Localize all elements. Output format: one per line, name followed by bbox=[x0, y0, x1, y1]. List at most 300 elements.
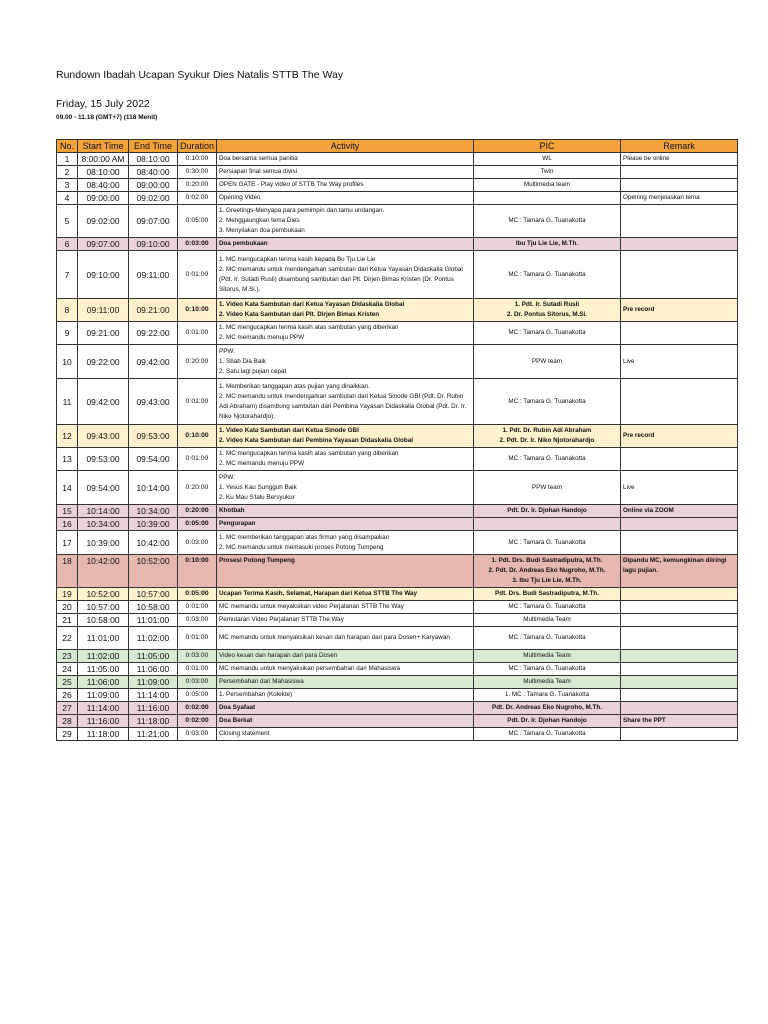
remark-cell bbox=[621, 425, 738, 448]
end-time-cell: 11:16:00 bbox=[129, 702, 178, 715]
activity-cell bbox=[217, 192, 474, 205]
duration-cell: 0:01:00 bbox=[178, 663, 217, 676]
activity-line: Doa pembukaan bbox=[219, 240, 268, 247]
pic-cell bbox=[474, 448, 621, 471]
row-number: 21 bbox=[57, 614, 78, 627]
pic-cell bbox=[474, 715, 621, 728]
start-time-cell: 08:10:00 bbox=[78, 166, 129, 179]
pic-cell bbox=[474, 192, 621, 205]
table-row bbox=[57, 205, 738, 238]
remark-cell bbox=[621, 192, 738, 205]
activity-line: 1. MC mengucapkan terima kasih atas sambutan yang diberikan bbox=[219, 324, 399, 331]
end-time-cell: 09:07:00 bbox=[129, 205, 178, 238]
remark-cell bbox=[621, 601, 738, 614]
end-time-cell: 11:05:00 bbox=[129, 650, 178, 663]
table-row bbox=[57, 588, 738, 601]
activity-line: 2. Satu lagi pujian cepat bbox=[219, 367, 287, 375]
row-number: 5 bbox=[57, 205, 78, 238]
pic-cell bbox=[474, 322, 621, 345]
activity-cell bbox=[217, 689, 474, 702]
activity-line: 3. Menyilakan doa pembukaan bbox=[219, 227, 305, 234]
row-number: 14 bbox=[57, 471, 78, 505]
pic-cell bbox=[474, 588, 621, 601]
row-number: 8 bbox=[57, 299, 78, 322]
table-row bbox=[57, 379, 738, 425]
activity-cell bbox=[217, 322, 474, 345]
pic-cell bbox=[474, 518, 621, 531]
start-time-cell: 10:52:00 bbox=[78, 588, 129, 601]
table-row bbox=[57, 614, 738, 627]
pic-cell bbox=[474, 650, 621, 663]
activity-cell bbox=[217, 614, 474, 627]
rundown-table bbox=[56, 139, 738, 741]
table-row bbox=[57, 663, 738, 676]
activity-cell bbox=[217, 627, 474, 650]
activity-cell bbox=[217, 601, 474, 614]
start-time-cell: 11:18:00 bbox=[78, 728, 129, 741]
start-time-cell: 11:01:00 bbox=[78, 627, 129, 650]
table-row bbox=[57, 251, 738, 299]
row-number: 6 bbox=[57, 238, 78, 251]
remark-cell bbox=[621, 518, 738, 531]
pic-line: MC : Tamara G. Tuanakotta bbox=[508, 397, 586, 405]
end-time-cell: 10:42:00 bbox=[129, 531, 178, 555]
activity-line: 1. MC memberikan tanggapan atas firman yang disampaikan bbox=[219, 533, 390, 541]
remark-cell bbox=[621, 205, 738, 238]
end-time-cell: 09:00:00 bbox=[129, 179, 178, 192]
end-time-cell: 11:09:00 bbox=[129, 676, 178, 689]
activity-cell bbox=[217, 663, 474, 676]
start-time-cell: 10:57:00 bbox=[78, 601, 129, 614]
duration-cell: 0:01:00 bbox=[178, 251, 217, 299]
column-header-start-time: Start Time bbox=[78, 140, 129, 153]
start-time-cell: 11:16:00 bbox=[78, 715, 129, 728]
activity-line: Persiapan final semua divisi bbox=[219, 168, 298, 175]
duration-cell: 0:01:00 bbox=[178, 601, 217, 614]
start-time-cell: 10:39:00 bbox=[78, 531, 129, 555]
pic-line: MC : Tamara G. Tuanakotta bbox=[508, 538, 586, 546]
duration-cell: 0:03:00 bbox=[178, 676, 217, 689]
pic-line: Ibu Tju Lie Lie, M.Th. bbox=[515, 240, 579, 247]
column-header-duration: Duration bbox=[178, 140, 217, 153]
table-row bbox=[57, 702, 738, 715]
table-row bbox=[57, 505, 738, 518]
duration-cell: 0:10:00 bbox=[178, 153, 217, 166]
activity-line: 2. MC memandu untuk mendengarkan sambutan dari Ketua Sinode GBI (Pdt. Dr. Rubin Adi Abraham) disambung sambutan dari Pembina Yayasan Didaskalia Global (Pdt. Dr. Ir. Niko Njotorahardjo). bbox=[219, 392, 467, 420]
activity-cell bbox=[217, 505, 474, 518]
activity-cell bbox=[217, 471, 474, 505]
start-time-cell: 10:42:00 bbox=[78, 555, 129, 588]
pic-line: 1. Pdt. Drs. Budi Sastradiputra, M.Th. bbox=[491, 557, 603, 564]
row-number: 15 bbox=[57, 505, 78, 518]
pic-cell bbox=[474, 689, 621, 702]
activity-line: Video kesan dan harapan dari para Dosen bbox=[219, 652, 338, 659]
pic-line: MC : Tamara G. Tuanakotta bbox=[508, 217, 586, 224]
duration-cell: 0:05:00 bbox=[178, 689, 217, 702]
row-number: 11 bbox=[57, 379, 78, 425]
end-time-cell: 11:02:00 bbox=[129, 627, 178, 650]
remark-cell bbox=[621, 299, 738, 322]
table-row bbox=[57, 689, 738, 702]
activity-line: Doa Syafaat bbox=[219, 704, 256, 711]
table-row bbox=[57, 601, 738, 614]
pic-line: 2. Pdt. Dr. Andreas Eko Nugroho, M.Th. bbox=[488, 567, 606, 574]
pic-line: WL bbox=[542, 155, 552, 162]
row-number: 19 bbox=[57, 588, 78, 601]
start-time-cell: 09:42:00 bbox=[78, 379, 129, 425]
pic-cell bbox=[474, 702, 621, 715]
remark-cell bbox=[621, 676, 738, 689]
table-row bbox=[57, 166, 738, 179]
pic-cell bbox=[474, 627, 621, 650]
column-header-activity: Activity bbox=[217, 140, 474, 153]
activity-line: PPW: bbox=[219, 347, 235, 355]
row-number: 28 bbox=[57, 715, 78, 728]
column-header-remark: Remark bbox=[621, 140, 738, 153]
pic-cell bbox=[474, 205, 621, 238]
remark-line: Pre record bbox=[623, 432, 655, 439]
remark-cell bbox=[621, 728, 738, 741]
remark-cell bbox=[621, 715, 738, 728]
activity-line: 2. Video Kata Sambutan dari Plt. Dirjen Bimas Kristen bbox=[219, 311, 380, 318]
pic-line: 3. Ibu Tju Lie Lie, M.Th. bbox=[512, 577, 582, 584]
pic-line: Pdt. Dr. Ir. Djohan Handojo bbox=[507, 507, 587, 514]
activity-line: MC memandu untuk meyaksikan video Perjalanan STTB The Way bbox=[219, 603, 404, 610]
pic-cell bbox=[474, 425, 621, 448]
start-time-cell: 11:06:00 bbox=[78, 676, 129, 689]
end-time-cell: 09:42:00 bbox=[129, 345, 178, 379]
activity-line: 1. Memberikan tanggapan atas pujian yang dinaikkan. bbox=[219, 382, 370, 390]
start-time-cell: 10:58:00 bbox=[78, 614, 129, 627]
column-header-end-time: End Time bbox=[129, 140, 178, 153]
activity-line: 2. MC memandu untuk memasuki proses Potong Tumpeng bbox=[219, 543, 384, 551]
end-time-cell: 09:22:00 bbox=[129, 322, 178, 345]
start-time-cell: 09:07:00 bbox=[78, 238, 129, 251]
table-row bbox=[57, 192, 738, 205]
pic-line: MC : Tamara G. Tuanakotta bbox=[508, 329, 586, 336]
row-number: 17 bbox=[57, 531, 78, 555]
end-time-cell: 10:58:00 bbox=[129, 601, 178, 614]
pic-cell bbox=[474, 299, 621, 322]
end-time-cell: 11:14:00 bbox=[129, 689, 178, 702]
table-row bbox=[57, 345, 738, 379]
pic-cell bbox=[474, 505, 621, 518]
remark-line: Live bbox=[623, 483, 635, 491]
pic-cell bbox=[474, 166, 621, 179]
row-number: 2 bbox=[57, 166, 78, 179]
row-number: 3 bbox=[57, 179, 78, 192]
table-row bbox=[57, 425, 738, 448]
end-time-cell: 10:14:00 bbox=[129, 471, 178, 505]
duration-cell: 0:10:00 bbox=[178, 425, 217, 448]
activity-cell bbox=[217, 728, 474, 741]
remark-cell bbox=[621, 689, 738, 702]
duration-cell: 0:03:00 bbox=[178, 614, 217, 627]
activity-cell bbox=[217, 715, 474, 728]
duration-cell: 0:02:00 bbox=[178, 702, 217, 715]
remark-line: Please be online bbox=[623, 155, 670, 162]
pic-cell bbox=[474, 676, 621, 689]
duration-cell: 0:10:00 bbox=[178, 299, 217, 322]
row-number: 16 bbox=[57, 518, 78, 531]
start-time-cell: 09:02:00 bbox=[78, 205, 129, 238]
activity-cell bbox=[217, 555, 474, 588]
activity-cell bbox=[217, 251, 474, 299]
pic-line: Pdt. Dr. Andreas Eko Nugroho, M.Th. bbox=[492, 704, 602, 711]
activity-line: 1. Persembahan (Kolekte) bbox=[219, 691, 293, 698]
start-time-cell: 09:11:00 bbox=[78, 299, 129, 322]
pic-line: 2. Pdt. Dr. Ir. Niko Njotorahardjo bbox=[499, 437, 595, 444]
pic-cell bbox=[474, 728, 621, 741]
duration-cell: 0:20:00 bbox=[178, 179, 217, 192]
pic-line: Pdt. Drs. Budi Sastradiputra, M.Th. bbox=[495, 590, 599, 597]
row-number: 26 bbox=[57, 689, 78, 702]
pic-line: Multimedia Team bbox=[523, 616, 571, 623]
table-row bbox=[57, 322, 738, 345]
activity-line: 1. MC mengucapkan terima kasih kepada Bu Tju Lie Lie bbox=[219, 255, 376, 263]
activity-cell bbox=[217, 345, 474, 379]
activity-line: Opening Video bbox=[219, 194, 261, 201]
duration-cell: 0:20:00 bbox=[178, 505, 217, 518]
duration-cell: 0:30:00 bbox=[178, 166, 217, 179]
row-number: 25 bbox=[57, 676, 78, 689]
pic-line: MC : Tamara G. Tuanakotta bbox=[508, 634, 586, 641]
pic-line: 1. MC : Tamara G. Tuanakotta bbox=[504, 691, 590, 698]
end-time-cell: 10:34:00 bbox=[129, 505, 178, 518]
activity-line: 2. MC memandu untuk mendengarkan sambutan dari Ketua Yayasan Didaskalia Global (Pdt. Ir. Sutadi Rusli) disambung sambutan dari Plt. Dirjen Bimas Kristen (Dr. Pontus Sitorus, M.Si.). bbox=[219, 265, 463, 293]
activity-line: PPW: bbox=[219, 473, 235, 481]
table-row bbox=[57, 650, 738, 663]
start-time-cell: 09:53:00 bbox=[78, 448, 129, 471]
activity-cell bbox=[217, 531, 474, 555]
pic-cell bbox=[474, 238, 621, 251]
pic-line: 1. Pdt. Ir. Sutadi Rusli bbox=[514, 301, 580, 308]
activity-line: Persembahan dari Mahasiswa bbox=[219, 678, 304, 685]
row-number: 27 bbox=[57, 702, 78, 715]
pic-cell bbox=[474, 179, 621, 192]
row-number: 20 bbox=[57, 601, 78, 614]
pic-cell bbox=[474, 601, 621, 614]
activity-cell bbox=[217, 518, 474, 531]
table-body bbox=[57, 153, 738, 741]
pic-cell bbox=[474, 555, 621, 588]
end-time-cell: 09:53:00 bbox=[129, 425, 178, 448]
pic-line: PPW team bbox=[531, 357, 563, 365]
activity-cell bbox=[217, 425, 474, 448]
row-number: 7 bbox=[57, 251, 78, 299]
start-time-cell: 11:14:00 bbox=[78, 702, 129, 715]
start-time-cell: 11:09:00 bbox=[78, 689, 129, 702]
table-row bbox=[57, 531, 738, 555]
remark-cell bbox=[621, 614, 738, 627]
start-time-cell: 09:00:00 bbox=[78, 192, 129, 205]
activity-cell bbox=[217, 205, 474, 238]
end-time-cell: 10:52:00 bbox=[129, 555, 178, 588]
row-number: 18 bbox=[57, 555, 78, 588]
activity-line: 2. Ku Mau S'lalu Bersyukur bbox=[219, 493, 295, 501]
duration-cell: 0:03:00 bbox=[178, 238, 217, 251]
remark-line: Share the PPT bbox=[623, 717, 666, 724]
pic-line: Multimedia Team bbox=[523, 652, 571, 659]
start-time-cell: 10:14:00 bbox=[78, 505, 129, 518]
table-header-row bbox=[57, 140, 738, 153]
pic-line: MC : Tamara G. Tuanakotta bbox=[508, 270, 586, 278]
activity-line: Doa Berkat bbox=[219, 717, 253, 724]
table-row bbox=[57, 518, 738, 531]
activity-line: 1. Video Kata Sambutan dari Ketua Yayasan Didaskalia Global bbox=[219, 301, 405, 308]
pic-line: MC : Tamara G. Tuanakotta bbox=[508, 665, 586, 672]
end-time-cell: 09:02:00 bbox=[129, 192, 178, 205]
activity-line: Prosesi Potong Tumpeng bbox=[219, 557, 295, 564]
end-time-cell: 09:21:00 bbox=[129, 299, 178, 322]
remark-line: Pre record bbox=[623, 306, 655, 313]
remark-cell bbox=[621, 379, 738, 425]
activity-line: Closing statement bbox=[219, 730, 270, 737]
start-time-cell: 11:05:00 bbox=[78, 663, 129, 676]
activity-line: 2. MC memandu menuju PPW bbox=[219, 334, 305, 341]
table-row bbox=[57, 676, 738, 689]
activity-cell bbox=[217, 238, 474, 251]
start-time-cell: 08:40:00 bbox=[78, 179, 129, 192]
start-time-cell: 09:54:00 bbox=[78, 471, 129, 505]
pic-line: PPW team bbox=[531, 483, 563, 491]
start-time-cell: 10:34:00 bbox=[78, 518, 129, 531]
end-time-cell: 11:06:00 bbox=[129, 663, 178, 676]
activity-line: 2. Video Kata Sambutan dari Pembina Yayasan Didaskalia Global bbox=[219, 437, 413, 444]
pic-cell bbox=[474, 153, 621, 166]
remark-cell bbox=[621, 153, 738, 166]
remark-cell bbox=[621, 238, 738, 251]
event-time-range: 09.00 - 11.18 (GMT+7) (118 Menit) bbox=[56, 114, 158, 121]
row-number: 29 bbox=[57, 728, 78, 741]
table-row bbox=[57, 627, 738, 650]
duration-cell: 0:03:00 bbox=[178, 531, 217, 555]
table-row bbox=[57, 179, 738, 192]
duration-cell: 0:01:00 bbox=[178, 448, 217, 471]
end-time-cell: 08:10:00 bbox=[129, 153, 178, 166]
remark-line: Live bbox=[623, 357, 635, 365]
activity-line: 1. Yesus Kau Sungguh Baik bbox=[219, 483, 297, 491]
pic-cell bbox=[474, 345, 621, 379]
pic-line: Multimedia Team bbox=[523, 678, 571, 685]
duration-cell: 0:02:00 bbox=[178, 715, 217, 728]
end-time-cell: 09:43:00 bbox=[129, 379, 178, 425]
duration-cell: 0:05:00 bbox=[178, 588, 217, 601]
row-number: 4 bbox=[57, 192, 78, 205]
pic-cell bbox=[474, 614, 621, 627]
start-time-cell: 8:00:00 AM bbox=[78, 153, 129, 166]
duration-cell: 0:03:00 bbox=[178, 728, 217, 741]
remark-cell bbox=[621, 179, 738, 192]
duration-cell: 0:01:00 bbox=[178, 379, 217, 425]
remark-cell bbox=[621, 471, 738, 505]
event-date: Friday, 15 July 2022 bbox=[56, 98, 150, 110]
remark-cell bbox=[621, 555, 738, 588]
duration-cell: 0:03:00 bbox=[178, 650, 217, 663]
table-row bbox=[57, 299, 738, 322]
pic-line: MC : Tamara G. Tuanakotta bbox=[508, 455, 586, 462]
end-time-cell: 09:11:00 bbox=[129, 251, 178, 299]
remark-cell bbox=[621, 322, 738, 345]
activity-line: MC memandu untuk menyaksikan persembahan dari Mahasiswa bbox=[219, 665, 400, 672]
duration-cell: 0:01:00 bbox=[178, 627, 217, 650]
pic-line: Multimedia team bbox=[523, 181, 571, 188]
remark-cell bbox=[621, 650, 738, 663]
start-time-cell: 09:10:00 bbox=[78, 251, 129, 299]
duration-cell: 0:02:00 bbox=[178, 192, 217, 205]
start-time-cell: 11:02:00 bbox=[78, 650, 129, 663]
table-row bbox=[57, 715, 738, 728]
column-header-pic: PIC bbox=[474, 140, 621, 153]
row-number: 12 bbox=[57, 425, 78, 448]
remark-line: Online via ZOOM bbox=[623, 507, 674, 514]
pic-cell bbox=[474, 471, 621, 505]
activity-cell bbox=[217, 676, 474, 689]
pic-line: Pdt. Dr. Ir. Djohan Handojo bbox=[507, 717, 587, 724]
table-row bbox=[57, 238, 738, 251]
start-time-cell: 09:22:00 bbox=[78, 345, 129, 379]
remark-cell bbox=[621, 588, 738, 601]
remark-line: Opening menjelaskan tema bbox=[623, 194, 700, 201]
activity-line: 1. Greetings-Menyapa para pemimpin dan tamu undangan. bbox=[219, 207, 385, 214]
row-number: 10 bbox=[57, 345, 78, 379]
start-time-cell: 09:43:00 bbox=[78, 425, 129, 448]
activity-line: 1. MC mengucapkan terima kasih atas sambutan yang diberikan bbox=[219, 450, 399, 457]
activity-line: 1. Sbab Dia Baik bbox=[219, 357, 266, 365]
remark-line: Dipandu MC, kemungkinan diiringi lagu pujian. bbox=[623, 557, 727, 574]
table-row bbox=[57, 728, 738, 741]
end-time-cell: 09:10:00 bbox=[129, 238, 178, 251]
remark-cell bbox=[621, 505, 738, 518]
end-time-cell: 11:21:00 bbox=[129, 728, 178, 741]
end-time-cell: 10:57:00 bbox=[129, 588, 178, 601]
remark-cell bbox=[621, 531, 738, 555]
activity-cell bbox=[217, 153, 474, 166]
table-row bbox=[57, 471, 738, 505]
duration-cell: 0:20:00 bbox=[178, 345, 217, 379]
activity-line: Pemutaran Video Perjalanan STTB The Way bbox=[219, 616, 344, 623]
start-time-cell: 09:21:00 bbox=[78, 322, 129, 345]
pic-line: MC : Tamara G. Tuanakotta bbox=[508, 603, 586, 610]
activity-line: 2. MC memandu menuju PPW bbox=[219, 460, 305, 467]
pic-cell bbox=[474, 531, 621, 555]
activity-cell bbox=[217, 650, 474, 663]
remark-cell bbox=[621, 251, 738, 299]
table-row bbox=[57, 153, 738, 166]
table-row bbox=[57, 555, 738, 588]
activity-cell bbox=[217, 179, 474, 192]
activity-line: MC memandu untuk menyaksikan kesan dan harapan dari para Dosen+ Karyawan bbox=[219, 634, 450, 641]
duration-cell: 0:05:00 bbox=[178, 205, 217, 238]
column-header-no: No. bbox=[57, 140, 78, 153]
pic-line: 1. Pdt. Dr. Rubin Adi Abraham bbox=[502, 427, 592, 434]
duration-cell: 0:10:00 bbox=[178, 555, 217, 588]
pic-cell bbox=[474, 663, 621, 676]
pic-cell bbox=[474, 251, 621, 299]
row-number: 9 bbox=[57, 322, 78, 345]
remark-cell bbox=[621, 663, 738, 676]
row-number: 13 bbox=[57, 448, 78, 471]
activity-cell bbox=[217, 299, 474, 322]
activity-line: Doa bersama semua panitia bbox=[219, 155, 298, 162]
activity-cell bbox=[217, 588, 474, 601]
activity-line: Ucapan Terima Kasih, Selamat, Harapan dari Ketua STTB The Way bbox=[219, 590, 418, 597]
table-row bbox=[57, 448, 738, 471]
end-time-cell: 10:39:00 bbox=[129, 518, 178, 531]
activity-cell bbox=[217, 702, 474, 715]
duration-cell: 0:05:00 bbox=[178, 518, 217, 531]
duration-cell: 0:20:00 bbox=[178, 471, 217, 505]
